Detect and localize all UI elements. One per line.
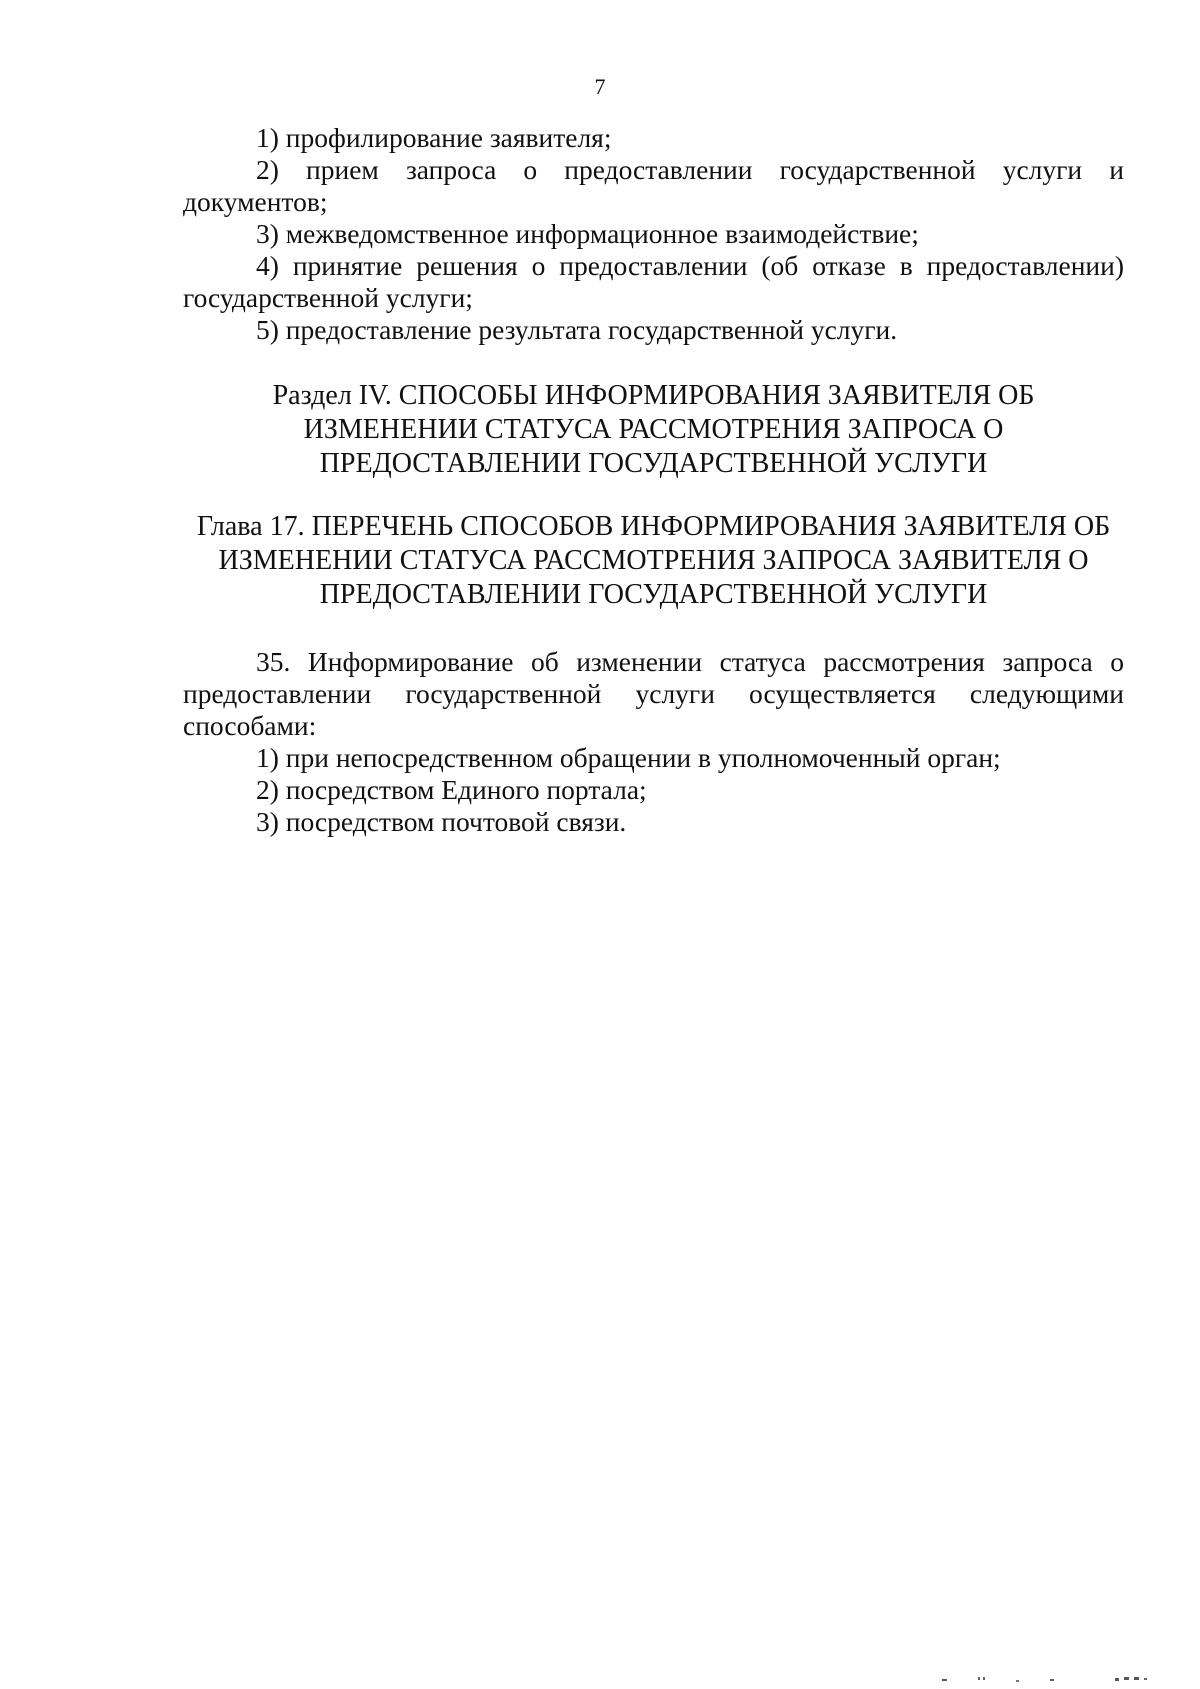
document-body <box>183 122 1124 838</box>
chapter-heading-line-3: ПРЕДОСТАВЛЕНИИ ГОСУДАРСТВЕННОЙ УСЛУГИ <box>319 579 988 610</box>
method-item-3: 3) посредством почтовой связи. <box>256 806 627 837</box>
method-item-2: 2) посредством Единого портала; <box>256 774 647 805</box>
section-heading-line-1: Раздел IV. СПОСОБЫ ИНФОРМИРОВАНИЯ ЗАЯВИТЕЛЯ ОБ <box>272 380 1035 411</box>
chapter-heading-line-1: Глава 17. ПЕРЕЧЕНЬ СПОСОБОВ ИНФОРМИРОВАНИЯ ЗАЯВИТЕЛЯ ОБ <box>196 511 1111 542</box>
stage-item-4: 4) принятие решения о предоставлении (об отказе в предоставлении) государственной услуги; <box>183 250 1124 313</box>
stage-item-3: 3) межведомственное информационное взаимодействие; <box>256 218 919 249</box>
stage-item-1: 1) профилирование заявителя; <box>256 122 612 153</box>
section-heading-line-2: ИЗМЕНЕНИИ СТАТУСА РАССМОТРЕНИЯ ЗАПРОСА О <box>303 414 1004 445</box>
stage-item-5: 5) предоставление результата государственной услуги. <box>256 314 898 345</box>
scan-artifact-marks <box>940 1675 1170 1685</box>
chapter-heading <box>183 510 1124 612</box>
section-heading <box>183 379 1124 481</box>
page-number: 7 <box>594 74 606 99</box>
section-heading-line-3: ПРЕДОСТАВЛЕНИИ ГОСУДАРСТВЕННОЙ УСЛУГИ <box>319 448 988 479</box>
stage-item-2: 2) прием запроса о предоставлении государственной услуги и документов; <box>183 154 1124 217</box>
method-item-1: 1) при непосредственном обращении в уполномоченный орган; <box>256 742 1001 773</box>
chapter-heading-line-2: ИЗМЕНЕНИИ СТАТУСА РАССМОТРЕНИЯ ЗАПРОСА ЗАЯВИТЕЛЯ О <box>218 545 1089 576</box>
item-35-paragraph: 35. Информирование об изменении статуса рассмотрения запроса о предоставлении государственной услуги осуществляется следующими способами: <box>183 646 1124 741</box>
